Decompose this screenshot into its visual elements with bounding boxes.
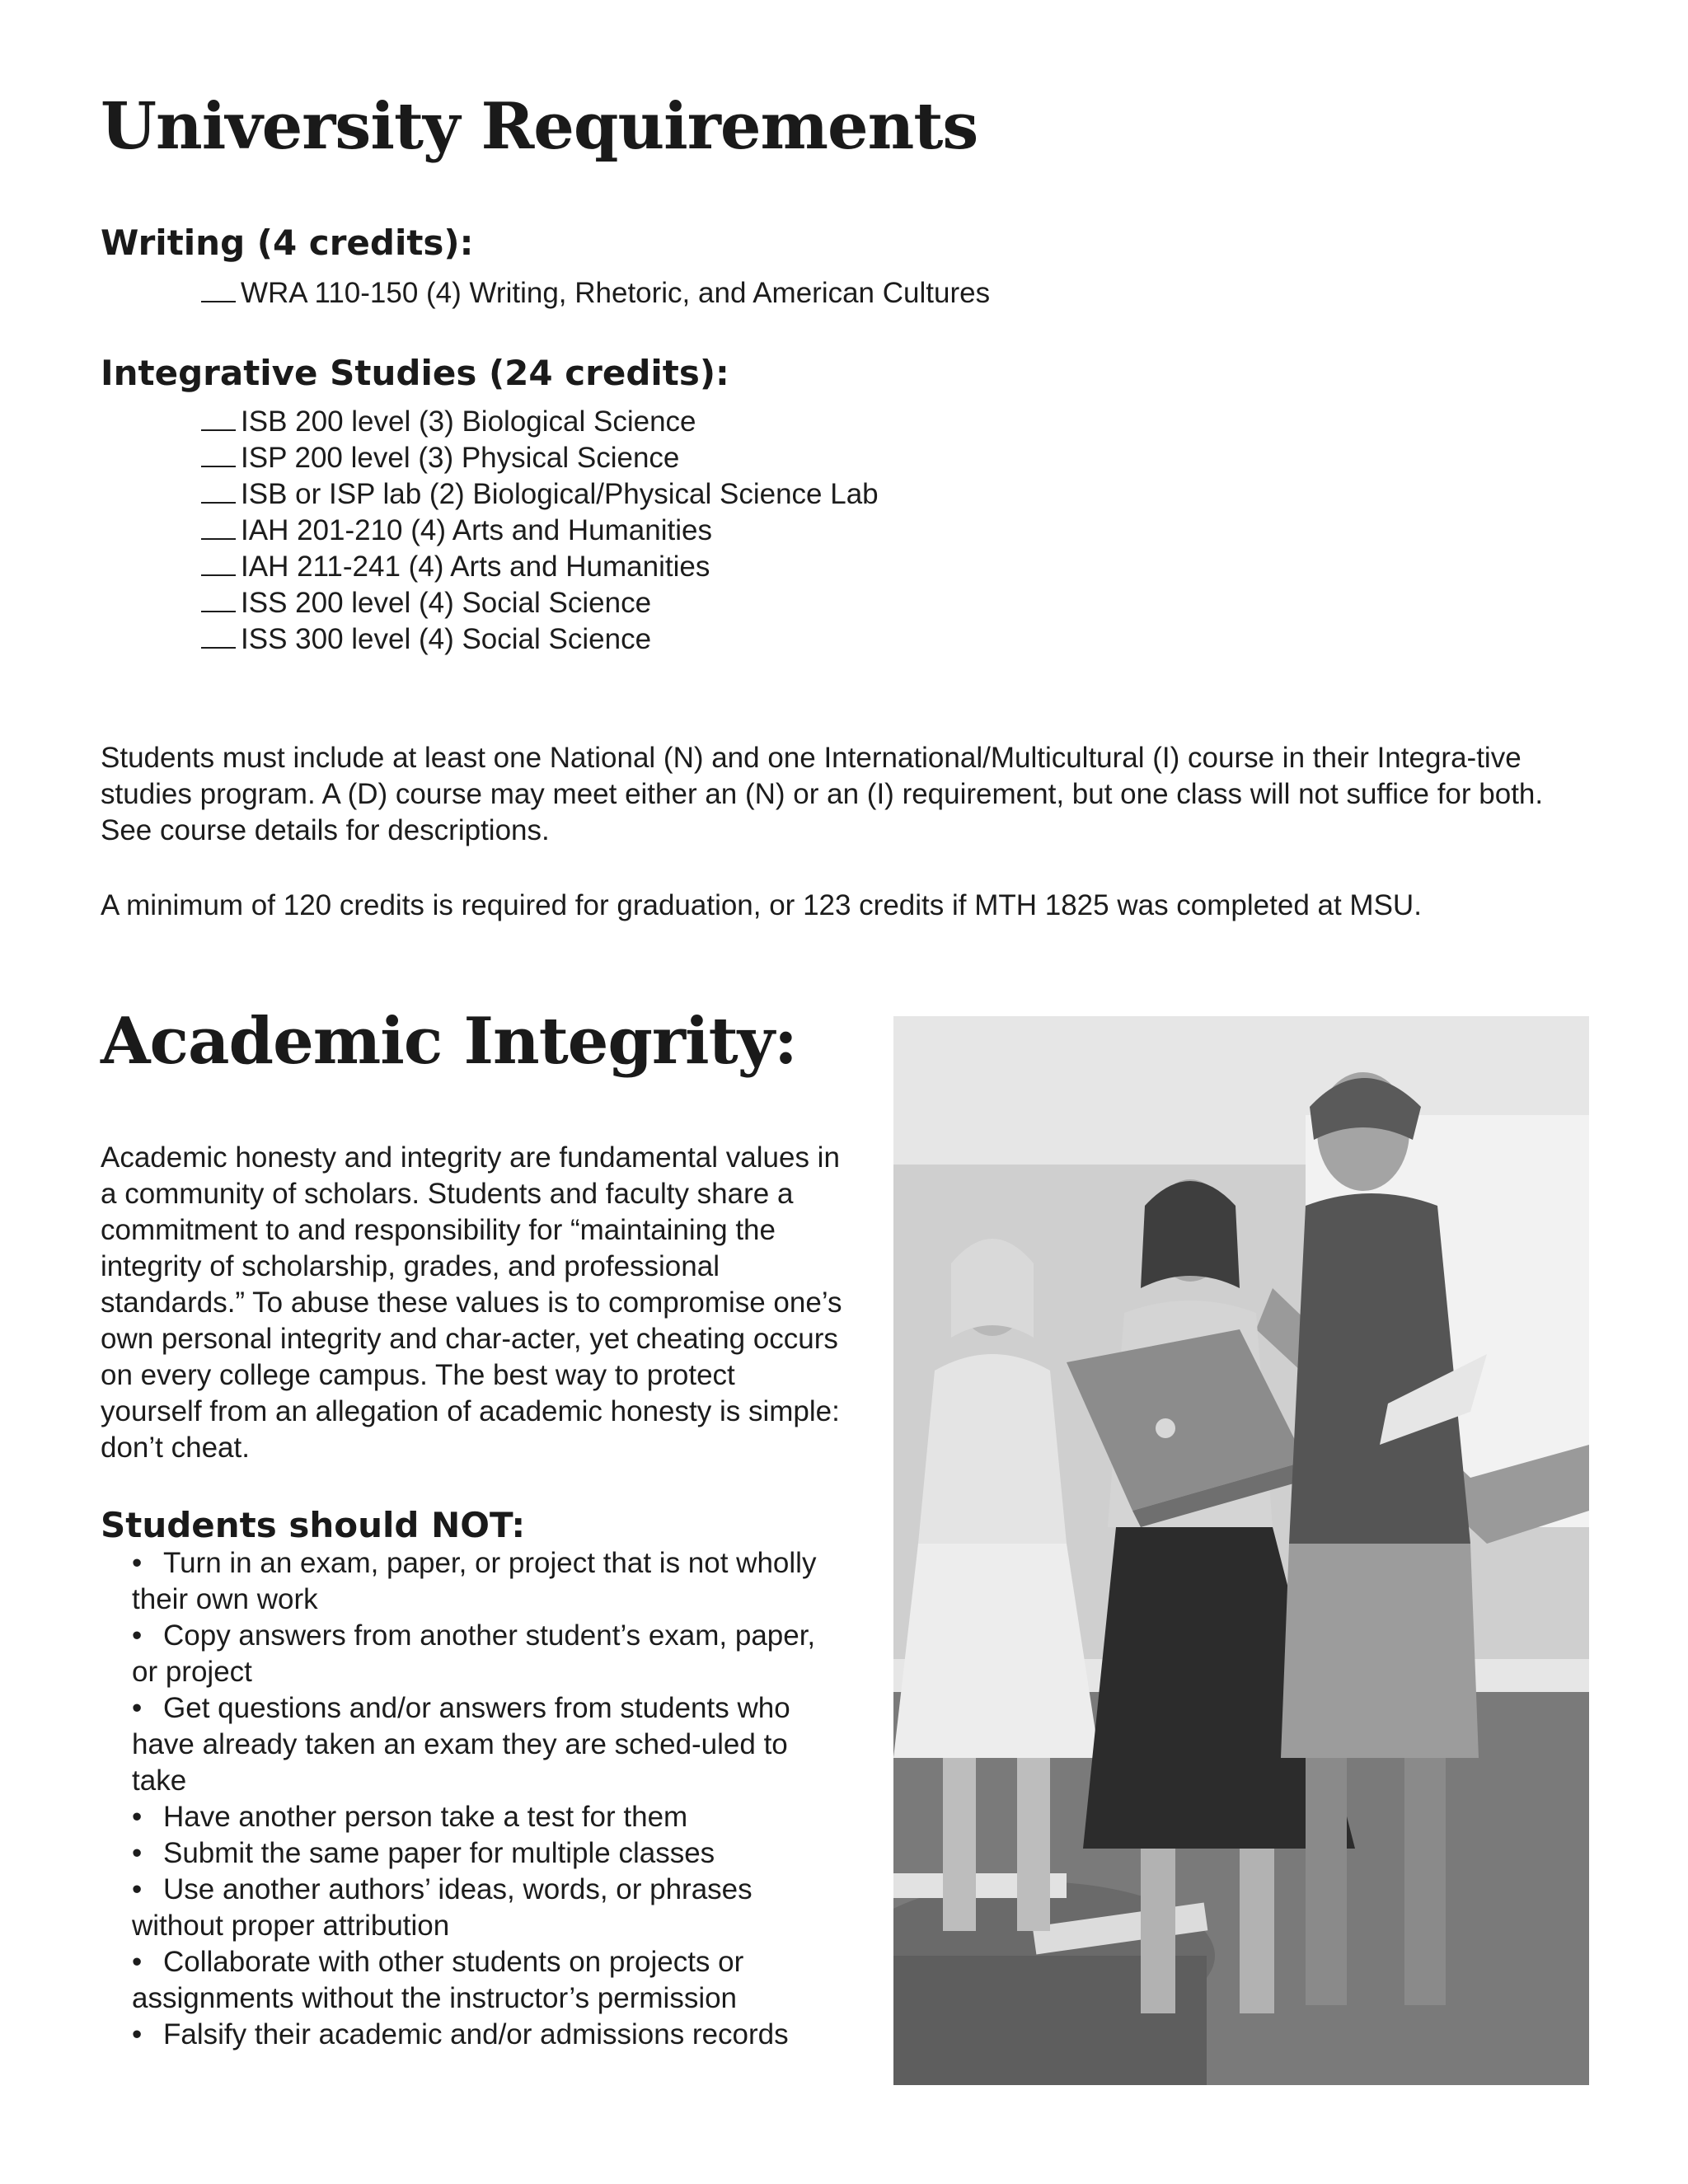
checkbox-blank bbox=[201, 441, 236, 467]
list-item: ISS 200 level (4) Social Science bbox=[201, 585, 879, 621]
list-item: • Turn in an exam, paper, or project that is not wholly their own work bbox=[132, 1547, 817, 1615]
integrative-heading: Integrative Studies (24 credits): bbox=[101, 353, 729, 393]
list-item: • Copy answers from another student’s exam, paper, or project bbox=[132, 1619, 816, 1688]
list-item: IAH 211-241 (4) Arts and Humanities bbox=[201, 549, 879, 585]
list-item: ISS 300 level (4) Social Science bbox=[201, 621, 879, 658]
writing-heading: Writing (4 credits): bbox=[101, 223, 474, 263]
integrative-note: Students must include at least one National (N) and one International/Multicultural (I) course in their Integra-tive studies program. A (D) course may meet either an (N) or an (I) requirement, but one class will not suffice for both. See course details for descriptions. bbox=[101, 742, 1544, 846]
list-item: • Submit the same paper for multiple classes bbox=[132, 1837, 715, 1869]
writing-list bbox=[201, 275, 990, 312]
checkbox-blank bbox=[201, 622, 236, 649]
checkbox-blank bbox=[201, 550, 236, 576]
page-title: University Requirements bbox=[101, 89, 978, 164]
list-item: • Collaborate with other students on projects or assignments without the instructor’s permission bbox=[132, 1946, 744, 2014]
list-item: • Use another authors’ ideas, words, or phrases without proper attribution bbox=[132, 1873, 753, 1942]
list-item: • Falsify their academic and/or admissions records bbox=[132, 2018, 789, 2050]
students-photo-illustration bbox=[893, 1016, 1589, 2085]
students-not-heading: Students should NOT: bbox=[101, 1505, 526, 1545]
section-title: Academic Integrity: bbox=[101, 1004, 797, 1079]
checkbox-blank bbox=[201, 477, 236, 504]
list-item: IAH 201-210 (4) Arts and Humanities bbox=[201, 513, 879, 549]
checkbox-blank bbox=[201, 405, 236, 431]
students-photo bbox=[893, 1016, 1589, 2085]
integrative-list bbox=[201, 404, 879, 658]
checkbox-blank bbox=[201, 513, 236, 540]
checkbox-blank bbox=[201, 276, 236, 302]
list-item: ISB 200 level (3) Biological Science bbox=[201, 404, 879, 440]
checkbox-blank bbox=[201, 586, 236, 612]
list-item: ISP 200 level (3) Physical Science bbox=[201, 440, 879, 476]
students-not-list bbox=[132, 1545, 824, 2053]
integrity-paragraph: Academic honesty and integrity are fundamental values in a community of scholars. Students and faculty share a commitment to and responsibility for “maintaining the integrity of scholarship, grades, and professional standards.” To abuse these values is to compromise one’s own personal integrity and char-acter, yet cheating occurs on every college campus. The best way to protect yourself from an allegation of academic honesty is simple: don’t cheat. bbox=[101, 1141, 842, 1464]
list-item: • Have another person take a test for them bbox=[132, 1801, 688, 1833]
credits-note: A minimum of 120 credits is required for graduation, or 123 credits if MTH 1825 was completed at MSU. bbox=[101, 889, 1422, 921]
list-item: ISB or ISP lab (2) Biological/Physical Science Lab bbox=[201, 476, 879, 513]
list-item: • Get questions and/or answers from students who have already taken an exam they are sched-uled to take bbox=[132, 1692, 790, 1797]
list-item: WRA 110-150 (4) Writing, Rhetoric, and American Cultures bbox=[201, 275, 990, 312]
